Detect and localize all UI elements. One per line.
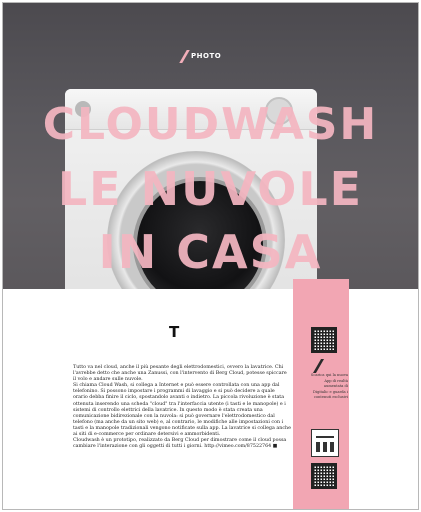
dropcap: T xyxy=(169,323,180,341)
article-paragraph: Tutto va nel cloud, anche il più pesante degli elettrodomestici, ovvero la lavatrice. Chi l'avrebbe detto che anche una Zanussi, con l'intervento di Berg Cloud, potesse spiccare il volo e andare sulle nuvole. xyxy=(73,365,287,383)
magazine-page xyxy=(2,2,419,510)
headline-line-3: IN CASA xyxy=(98,225,323,279)
ar-marker-icon[interactable] xyxy=(311,429,339,457)
section-tag xyxy=(183,49,221,63)
article-paragraph: Cloudwash è un prototipo, realizzato da Berg Cloud per dimostrare come il cloud possa cambiare l'interazione con gli oggetti di tutti i giorni. http://vimeo.com/87522764 ■ xyxy=(73,438,287,450)
article-paragraph: Si chiama Cloud Wash, si collega a Internet e può essere controllata con una app dal telefonino. Si possono impostare i programmi di lavaggio e si può decidere a quale orario debba finire il ciclo, spostandolo avanti o indietro. La piccola rivoluzione è stata ottenuta inserendo una scheda "cloud" tra l'interfaccia utente (i tasti e le manopole) e i sistemi di controllo elettrici della lavatrice. In questo modo è stata creata una comunicazione bidirezionale con la nuvola: si può governare l'elettrodomestico dal telefono (ma anche da un sito web) e, al contrario, le modifiche alle impostazioni con i tasti e la manopole tradizionali vengono notificate sulla app. La lavatrice si collega anche ai siti di e-commerce per ordinare detersivi e ammorbidenti. xyxy=(73,383,291,438)
article-body xyxy=(73,365,291,450)
headline-line-2: LE NUVOLE xyxy=(57,162,364,216)
hero-photo xyxy=(3,3,418,289)
slash-icon xyxy=(179,50,190,63)
section-tag-label: PHOTO xyxy=(191,52,222,60)
headline-line-1: CLOUDWASH xyxy=(42,99,379,150)
sidebar-note: Scarica qui la nuova App di realtà aumentata di Digitalic e guarda i contenuti esclusivi xyxy=(310,373,348,400)
qr-code-icon[interactable] xyxy=(311,327,337,353)
qr-code-icon[interactable] xyxy=(311,463,337,489)
